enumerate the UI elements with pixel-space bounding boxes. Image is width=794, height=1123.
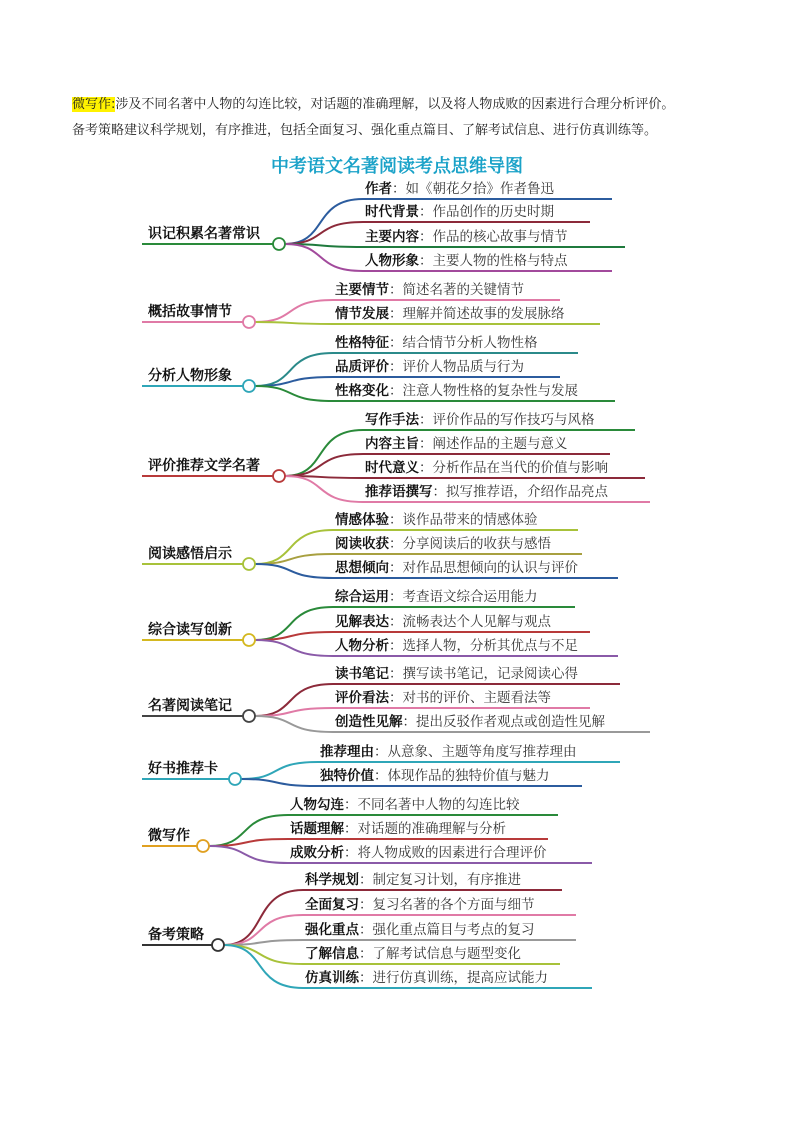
leaf-separator: ： (389, 560, 403, 576)
leaf-text (335, 665, 578, 682)
leaf-key: 见解表达 (335, 614, 389, 630)
connector-curve (255, 300, 333, 322)
leaf-key: 性格变化 (335, 383, 389, 399)
leaf-key: 人物勾连 (290, 797, 344, 813)
leaf-separator: ： (419, 436, 433, 452)
connector-curve (209, 846, 288, 863)
branch-label: 备考策略 (148, 927, 204, 943)
leaf-text (290, 796, 520, 813)
leaf-key: 内容主旨 (365, 436, 419, 452)
branch-node-circle (243, 316, 255, 328)
leaf-separator: ： (389, 638, 403, 654)
branch-group (142, 743, 620, 786)
leaf-separator: ： (419, 412, 433, 428)
leaf-text (305, 896, 535, 913)
connector-curve (224, 945, 303, 988)
leaf-separator: ： (389, 536, 403, 552)
leaf-desc: 评价人物品质与行为 (402, 359, 524, 375)
leaf-separator: ： (374, 744, 388, 760)
branch-label: 综合读写创新 (148, 622, 232, 638)
branch-label: 名著阅读笔记 (148, 698, 232, 714)
branch-node-circle (273, 470, 285, 482)
connector-curve (224, 890, 303, 945)
branch-node-circle (243, 634, 255, 646)
leaf-text (335, 281, 524, 298)
leaf-key: 写作手法 (365, 412, 419, 428)
leaf-desc: 注意人物性格的复杂性与发展 (402, 383, 578, 399)
leaf-separator: ： (359, 922, 373, 938)
leaf-key: 评价看法 (335, 690, 389, 706)
leaf-desc: 阐述作品的主题与意义 (432, 436, 568, 452)
branch-label: 阅读感悟启示 (148, 546, 232, 562)
leaf-key: 主要内容 (365, 229, 419, 245)
branch-node-circle (273, 238, 285, 250)
leaf-desc: 提出反驳作者观点或创造性见解 (416, 714, 605, 730)
leaf-desc: 谈作品带来的情感体验 (402, 512, 538, 528)
leaf-text (335, 535, 551, 552)
leaf-separator: ： (419, 229, 433, 245)
leaf-desc: 复习名著的各个方面与细节 (372, 897, 535, 913)
connector-curve (255, 386, 333, 401)
leaf-key: 主要情节 (335, 282, 389, 298)
leaf-text (335, 559, 578, 576)
leaf-key: 全面复习 (305, 897, 359, 913)
leaf-separator: ： (344, 821, 358, 837)
leaf-desc: 从意象、主题等角度写推荐理由 (387, 744, 577, 760)
leaf-text (365, 435, 568, 452)
leaf-key: 综合运用 (335, 589, 389, 605)
leaf-text (319, 767, 550, 784)
intro-highlight-label: 微写作: (72, 97, 116, 112)
leaf-separator: ： (344, 845, 358, 861)
leaf-text (365, 483, 608, 500)
leaf-desc: 主要人物的性格与特点 (432, 253, 568, 269)
leaf-separator: ： (389, 359, 403, 375)
leaf-text (335, 637, 578, 654)
connector-curve (255, 716, 333, 732)
leaf-desc: 选择人物，分析其优点与不足 (402, 638, 578, 654)
connector-curve (255, 564, 333, 578)
leaf-text (365, 459, 608, 476)
leaf-desc: 体现作品的独特价值与魅力 (387, 768, 550, 784)
leaf-separator: ： (389, 383, 403, 399)
leaf-text (290, 820, 506, 837)
leaf-key: 话题理解 (290, 821, 344, 837)
leaf-separator: ： (359, 872, 373, 888)
connector-curve (255, 632, 333, 640)
leaf-separator: ： (402, 714, 416, 730)
branch-node-circle (197, 840, 209, 852)
leaf-text (335, 588, 538, 605)
leaf-text (304, 921, 535, 938)
branch-group (142, 334, 615, 401)
branch-group (142, 411, 650, 502)
leaf-text (365, 203, 554, 220)
leaf-text (365, 180, 554, 197)
branch-label: 分析人物形象 (148, 368, 232, 384)
leaf-key: 阅读收获 (335, 536, 389, 552)
leaf-text (335, 358, 524, 375)
leaf-separator: ： (389, 589, 403, 605)
leaf-desc: 理解并简述故事的发展脉络 (402, 306, 565, 322)
connector-curve (255, 640, 333, 656)
branch-label: 微写作 (148, 828, 190, 844)
branch-group (142, 180, 625, 271)
leaf-text (320, 743, 577, 760)
mindmap-title: 中考语文名著阅读考点思维导图 (271, 156, 523, 177)
leaf-desc: 对作品思想倾向的认识与评价 (402, 560, 578, 576)
leaf-key: 创造性见解 (335, 714, 403, 730)
connector-curve (241, 762, 318, 779)
leaf-text (305, 945, 521, 962)
branch-group (142, 588, 618, 656)
leaf-separator: ： (359, 946, 373, 962)
connector-curve (241, 779, 318, 786)
leaf-desc: 拟写推荐语，介绍作品亮点 (446, 484, 608, 500)
leaf-desc: 简述名著的关键情节 (402, 282, 524, 298)
branch-group (142, 796, 592, 863)
branch-label: 好书推荐卡 (148, 761, 218, 777)
leaf-separator: ： (389, 335, 403, 351)
leaf-text (290, 844, 547, 861)
leaf-text (335, 613, 551, 630)
leaf-separator: ： (359, 970, 373, 986)
leaf-separator: ： (389, 512, 403, 528)
leaf-key: 成败分析 (290, 845, 344, 861)
leaf-desc: 对话题的准确理解与分析 (357, 821, 506, 837)
leaf-key: 时代意义 (365, 460, 419, 476)
leaf-text (365, 228, 568, 245)
branch-label: 识记积累名著常识 (148, 226, 260, 242)
leaf-desc: 结合情节分析人物性格 (402, 335, 538, 351)
connector-curve (255, 322, 333, 324)
leaf-key: 独特价值 (320, 768, 374, 784)
leaf-key: 情节发展 (335, 306, 389, 322)
leaf-separator: ： (374, 768, 388, 784)
leaf-separator: ： (344, 797, 358, 813)
intro-line-1-text: 涉及不同名著中人物的勾连比较，对话题的准确理解，以及将人物成败的因素进行合理分析评价。 (115, 97, 675, 112)
leaf-desc: 强化重点篇目与考点的复习 (372, 922, 535, 938)
branch-node-circle (229, 773, 241, 785)
leaf-key: 人物形象 (365, 253, 419, 269)
leaf-desc: 撰写读书笔记，记录阅读心得 (402, 666, 578, 682)
leaf-key: 仿真训练 (305, 970, 359, 986)
leaf-key: 思想倾向 (335, 560, 389, 576)
leaf-separator: ： (389, 690, 403, 706)
leaf-key: 品质评价 (335, 359, 389, 375)
branch-label: 评价推荐文学名著 (148, 458, 260, 474)
leaf-separator: ： (419, 204, 433, 220)
leaf-key: 时代背景 (365, 204, 419, 220)
leaf-separator: ： (389, 614, 403, 630)
leaf-text (335, 382, 578, 399)
leaf-desc: 不同名著中人物的勾连比较 (357, 797, 520, 813)
leaf-desc: 评价作品的写作技巧与风格 (432, 412, 595, 428)
leaf-separator: ： (419, 253, 433, 269)
branch-node-circle (243, 710, 255, 722)
leaf-text (334, 713, 605, 730)
connector-curve (285, 430, 363, 476)
connector-curve (255, 708, 333, 716)
leaf-text (334, 305, 565, 322)
branch-group (142, 665, 650, 732)
connector-curve (285, 222, 363, 244)
leaf-desc: 流畅表达个人见解与观点 (402, 614, 551, 630)
branch-group (142, 281, 600, 328)
connector-curve (285, 244, 363, 271)
leaf-key: 推荐理由 (320, 744, 374, 760)
leaf-text (305, 871, 521, 888)
leaf-key: 作者 (365, 181, 392, 197)
leaf-desc: 分析作品在当代的价值与影响 (432, 460, 608, 476)
connector-curve (209, 839, 288, 846)
leaf-separator: ： (389, 306, 403, 322)
leaf-text (335, 689, 551, 706)
branch-node-circle (243, 380, 255, 392)
leaf-key: 了解信息 (305, 946, 359, 962)
branch-group (142, 511, 618, 578)
leaf-separator: ： (392, 181, 406, 197)
leaf-desc: 对书的评价、主题看法等 (402, 690, 551, 706)
branch-node-circle (243, 558, 255, 570)
leaf-key: 推荐语撰写 (365, 484, 433, 500)
leaf-separator: ： (432, 484, 446, 500)
leaf-desc: 了解考试信息与题型变化 (372, 946, 521, 962)
leaf-desc: 制定复习计划，有序推进 (372, 872, 521, 888)
leaf-desc: 如《朝花夕拾》作者鲁迅 (405, 181, 554, 197)
leaf-desc: 分享阅读后的收获与感悟 (402, 536, 551, 552)
connector-curve (285, 476, 363, 502)
leaf-text (305, 969, 548, 986)
leaf-desc: 将人物成败的因素进行合理评价 (357, 845, 547, 861)
leaf-text (365, 411, 595, 428)
leaf-separator: ： (419, 460, 433, 476)
leaf-text (365, 252, 568, 269)
connector-curve (224, 945, 303, 964)
branch-group (142, 871, 592, 988)
leaf-text (334, 511, 538, 528)
connector-curve (285, 454, 363, 476)
leaf-key: 情感体验 (335, 512, 389, 528)
leaf-key: 强化重点 (305, 922, 359, 938)
leaf-key: 科学规划 (305, 872, 359, 888)
branch-label: 概括故事情节 (148, 304, 232, 320)
leaf-desc: 作品的核心故事与情节 (432, 229, 568, 245)
leaf-key: 读书笔记 (335, 666, 389, 682)
leaf-separator: ： (389, 666, 403, 682)
leaf-desc: 考查语文综合运用能力 (402, 589, 538, 605)
leaf-separator: ： (389, 282, 403, 298)
branch-node-circle (212, 939, 224, 951)
leaf-separator: ： (359, 897, 373, 913)
intro-line-2: 备考策略建议科学规划，有序推进，包括全面复习、强化重点篇目、了解考试信息、进行仿真训练等。 (72, 123, 658, 138)
leaf-key: 人物分析 (335, 638, 389, 654)
leaf-desc: 作品创作的历史时期 (432, 204, 554, 220)
leaf-desc: 进行仿真训练，提高应试能力 (372, 970, 548, 986)
leaf-key: 性格特征 (335, 335, 389, 351)
leaf-text (335, 334, 538, 351)
